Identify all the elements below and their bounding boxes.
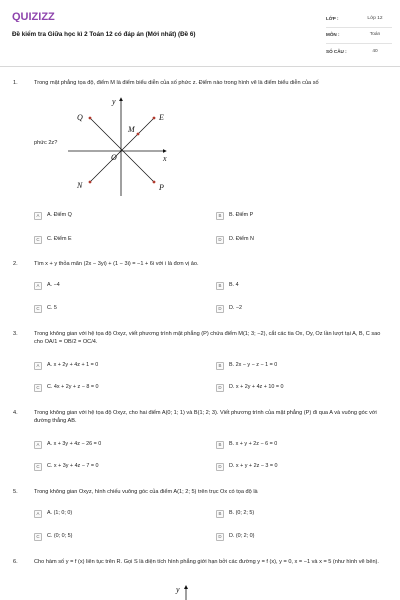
option-b[interactable] — [216, 509, 386, 518]
meta-label: MÔN : — [326, 32, 340, 38]
option-text: D. x + y + 2z − 3 = 0 — [229, 462, 278, 469]
option-text: A. x + 3y + 4z − 26 = 0 — [47, 440, 102, 447]
label-m: M — [128, 125, 135, 134]
meta-label: LỚP : — [326, 16, 339, 22]
option-letter-box: B — [216, 362, 224, 370]
option-d[interactable] — [216, 383, 386, 392]
option-b[interactable] — [216, 361, 386, 370]
option-letter-box: B — [216, 441, 224, 449]
option-text: C. Điểm E — [47, 235, 72, 242]
question-text: Trong mặt phẳng tọa độ, điểm M là điểm biểu diễn của số phức z. Điểm nào trong hình vẽ là điểm biểu diễn của số — [34, 80, 319, 86]
option-letter-box: B — [216, 282, 224, 290]
point-p — [153, 181, 156, 184]
quizizz-logo-graphic — [12, 10, 60, 22]
complex-plane-figure — [66, 94, 176, 198]
option-text: B. 4 — [229, 281, 239, 288]
logo-text: QUIZIZZ — [12, 11, 55, 22]
question-number: 6. — [13, 559, 18, 565]
question-text: Cho hàm số y = f (x) liên tục trên R. Gọi S là diện tích hình phẳng giới hạn bởi các đường y = f (x), y = 0, x = −1 và x = 5 (như hình vẽ bên). — [34, 559, 379, 565]
option-text: A. x + 2y + 4z + 1 = 0 — [47, 361, 99, 368]
option-a[interactable] — [34, 361, 204, 370]
option-text: D. Điểm N — [229, 235, 254, 242]
label-q: Q — [77, 113, 83, 122]
option-text: B. (0; 2; 5) — [229, 509, 255, 516]
question-number: 2. — [13, 261, 18, 267]
option-a[interactable] — [34, 509, 204, 518]
option-b[interactable] — [216, 440, 386, 449]
function-graph-figure — [170, 583, 200, 600]
option-text: B. Điểm P — [229, 211, 254, 218]
point-n — [89, 181, 92, 184]
question-text: Trong không gian với hệ tọa độ Oxyz, cho hai điểm A(0; 1; 1) và B(1; 2; 3). Viết phương trình của mặt phẳng (P) đi qua A và vuông góc với đường thẳng AB. — [34, 410, 377, 424]
label-origin: O — [111, 153, 117, 162]
option-b[interactable] — [216, 211, 386, 220]
option-letter-box: B — [216, 212, 224, 220]
option-letter-box: D — [216, 384, 224, 392]
option-letter-box: A — [34, 441, 42, 449]
option-c[interactable] — [34, 235, 204, 244]
option-text: A. −4 — [47, 281, 60, 288]
option-text: D. (0; 2; 0) — [229, 532, 255, 539]
label-y: y — [112, 97, 116, 106]
option-letter-box: B — [216, 510, 224, 518]
label-n: N — [77, 181, 83, 190]
option-letter-box: D — [216, 305, 224, 313]
option-text: C. x + 3y + 4z − 7 = 0 — [47, 462, 99, 469]
meta-row-subject — [326, 28, 392, 44]
option-text: A. (1; 0; 0) — [47, 509, 73, 516]
option-b[interactable] — [216, 281, 386, 290]
meta-panel — [326, 12, 392, 60]
option-c[interactable] — [34, 383, 204, 392]
option-letter-box: D — [216, 236, 224, 244]
meta-label: SỐ CÂU : — [326, 48, 347, 54]
option-text: C. (0; 0; 5) — [47, 532, 73, 539]
option-a[interactable] — [34, 281, 204, 290]
question-number: 1. — [13, 80, 18, 86]
question-text: Trong không gian Oxyz, hình chiếu vuông góc của điểm A(1; 2; 5) trên trục Ox có tọa độ là — [34, 489, 258, 495]
option-letter-box: A — [34, 212, 42, 220]
point-m — [137, 133, 140, 136]
option-letter-box: C — [34, 463, 42, 471]
option-letter-box: C — [34, 305, 42, 313]
option-letter-box: D — [216, 463, 224, 471]
option-letter-box: D — [216, 533, 224, 541]
question-text-continuation: phức 2z? — [34, 140, 58, 146]
meta-row-class — [326, 12, 392, 28]
meta-value: Toán — [369, 32, 381, 38]
option-a[interactable] — [34, 440, 204, 449]
option-letter-box: C — [34, 236, 42, 244]
label-e: E — [159, 113, 164, 122]
option-letter-box: C — [34, 384, 42, 392]
header-divider — [0, 66, 400, 67]
document-title: Đề kiểm tra Giữa học kì 2 Toán 12 có đáp án (Mới nhất) (Đề 6) — [12, 31, 196, 38]
label-x: x — [163, 154, 167, 163]
label-p: P — [159, 183, 164, 192]
option-text: D. −2 — [229, 304, 243, 311]
option-d[interactable] — [216, 235, 386, 244]
option-text: D. x + 2y + 4z + 10 = 0 — [229, 383, 284, 390]
label-y: y — [176, 585, 180, 594]
meta-value: 40 — [372, 48, 378, 54]
option-text: C. 5 — [47, 304, 57, 311]
option-c[interactable] — [34, 304, 204, 313]
question-number: 5. — [13, 489, 18, 495]
option-letter-box: A — [34, 282, 42, 290]
question-number: 3. — [13, 331, 18, 337]
meta-value: Lớp 12 — [367, 16, 383, 22]
option-text: A. Điểm Q — [47, 211, 72, 218]
option-text: B. x + y + 2z − 6 = 0 — [229, 440, 278, 447]
question-number: 4. — [13, 410, 18, 416]
option-c[interactable] — [34, 532, 204, 541]
option-a[interactable] — [34, 211, 204, 220]
meta-row-count — [326, 44, 392, 60]
option-d[interactable] — [216, 532, 386, 541]
question-text: Trong không gian với hệ tọa độ Oxyz, viết phương trình mặt phẳng (P) chứa điểm M(1; 3; −2), cắt các tia Ox, Oy, Oz lần lượt tại A, B, C sao cho OA/1 = OB/2 = OC/4. — [34, 331, 381, 345]
quizizz-logo — [12, 10, 60, 22]
option-letter-box: A — [34, 510, 42, 518]
option-letter-box: C — [34, 533, 42, 541]
point-q — [89, 117, 92, 120]
y-axis-arrow — [184, 585, 188, 589]
worksheet-header — [0, 0, 400, 66]
point-e — [153, 117, 156, 120]
option-d[interactable] — [216, 304, 386, 313]
option-c[interactable] — [34, 462, 204, 471]
option-text: C. 4x + 2y + z − 8 = 0 — [47, 383, 99, 390]
option-d[interactable] — [216, 462, 386, 471]
option-letter-box: A — [34, 362, 42, 370]
option-text: B. 2x − y − z − 1 = 0 — [229, 361, 278, 368]
question-text: Tìm x + y thỏa mãn (2x − 3yi) + (1 − 3i) = −1 + 6i với i là đơn vị ảo. — [34, 261, 199, 267]
